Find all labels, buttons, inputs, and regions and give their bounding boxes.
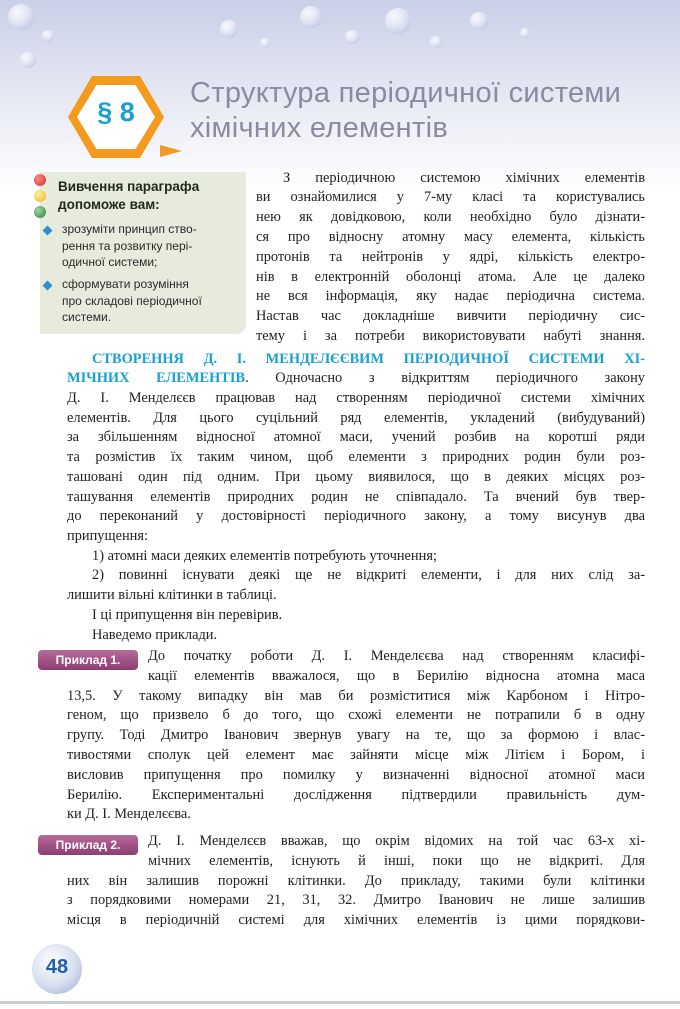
text-line: ташовані один під одним. При цьому виявилося, що в деяких місцях роз- [67, 469, 645, 485]
text-line: за збільшенням відносної атомної маси, учений розбив на коротші ряди [67, 429, 645, 445]
decorative-bubble [385, 8, 411, 34]
red-dot-icon [34, 174, 46, 186]
decorative-bubble [8, 4, 34, 30]
text-line: ташування елементів природних родин не співпадало. Та вчений був твер- [67, 489, 645, 505]
title-line: хімічних елементів [190, 112, 449, 144]
decorative-bubble [42, 30, 54, 42]
section-heading: МІЧНИХ ЕЛЕМЕНТІВ [67, 370, 246, 386]
text-line: Д. І. Менделєєв вважав, що окрім відомих на той час 63-х хі- [148, 833, 645, 849]
text-line: елементів. Для цього суцільний ряд елементів, укладений (вибудуваний) [67, 410, 645, 426]
section-heading-tail: . Одночасно з відкриттям періодичного закону [245, 370, 645, 386]
page-number: 48 [45, 956, 69, 978]
text-line: ви ознайомилися у 7-му класі та користувались [256, 189, 645, 205]
decorative-bubble [260, 38, 270, 48]
yellow-dot-icon [34, 190, 46, 202]
goals-heading-line: допоможе вам: [58, 197, 160, 212]
text-line: 13,5. У такому випадку він мав би розміститися між Карбоном і Нітро- [67, 688, 645, 704]
text-line: ся про відносну атомну масу елемента, кількість [256, 229, 645, 245]
list-item: лишити вільні клітинки в таблиці. [67, 587, 277, 603]
text-line: кації елементів вважалося, що в Берилію відносна атомна маса [148, 668, 645, 684]
section-heading: СТВОРЕННЯ Д. І. МЕНДЕЛЄЄВИМ ПЕРІОДИЧНОЇ СИСТЕМИ ХІ- [92, 351, 645, 367]
text-line: До початку роботи Д. І. Менделєєва над створенням класифі- [148, 648, 645, 664]
text-line: тему і за потреби використовувати набуті знання. [256, 328, 645, 344]
text-line: не вся інформація, яку надає періодична система. [256, 288, 645, 304]
decorative-bubble [470, 12, 488, 30]
bottom-rule [0, 1001, 680, 1004]
text-line: нею як довідковою, коли необхідно було дізнати- [256, 209, 645, 225]
text-line: Настав час докладніше вивчити періодичну сис- [256, 308, 645, 324]
badge-arrow [160, 145, 182, 157]
goals-heading [58, 178, 244, 214]
section-badge [68, 76, 183, 158]
page-title [190, 76, 660, 146]
text-line: припущення: [67, 528, 148, 544]
decorative-bubble [300, 6, 322, 28]
list-item: 1) атомні маси деяких елементів потребують уточнення; [92, 548, 437, 564]
text-line: протонів та нейтронів у ядрі, кількість електро- [256, 249, 645, 265]
text-line: них він залишив порожні клітинки. До прикладу, такими були клітинки [67, 873, 645, 889]
title-line: Структура періодичної системи [190, 77, 622, 109]
text-line: Берилію. Експериментальні дослідження підтвердили правильність дум- [67, 787, 645, 803]
text-line: мічних елементів, існують й інші, поки що не відкриті. Для [148, 853, 645, 869]
decorative-bubble [220, 20, 238, 38]
text-line: до переконаний у достовірності періодичного закону, а тому висунув два [67, 508, 645, 524]
decorative-bubble [520, 28, 530, 38]
text-line: Д. І. Менделєєв працював над створенням періодичної системи хімічних [67, 390, 645, 406]
text-line: І ці припущення він перевірив. [92, 607, 283, 623]
example-2-badge: Приклад 2. [38, 835, 138, 855]
text-line: та розмістив їх таким чином, щоб елементи з природних родин були роз- [67, 449, 645, 465]
text-line: місця в періодичній системі для хімічних елементів із цими порядкови- [67, 912, 645, 928]
goal-item: зрозуміти принцип ство- рення та розвитку пері- одичної системи; [62, 222, 197, 269]
goals-heading-line: Вивчення параграфа [58, 179, 200, 194]
text-line: нів в електронній оболонці атома. Але це далеко [256, 269, 645, 285]
text-line: ки Д. І. Менделєєва. [67, 806, 191, 822]
section-number: § 8 [97, 97, 135, 127]
example-1-badge: Приклад 1. [38, 650, 138, 670]
text-line: висловив припущення про помилку у визначенні відносної атомної маси [67, 767, 645, 783]
text-line: З періодичною системою хімічних елементів [283, 170, 645, 186]
text-line: тивостями сполук цей елемент має зайняти місце між Літієм і Бором, і [67, 747, 645, 763]
goal-item: сформувати розуміння про складові періодичної системи. [62, 277, 202, 324]
text-line: геном, що призвело б до того, що схожі елементи не потрапили б в одну [67, 707, 645, 723]
text-line: групу. Тоді Дмитро Іванович звернув увагу на те, що за формою і влас- [67, 727, 645, 743]
green-dot-icon [34, 206, 46, 218]
decorative-bubble [20, 52, 36, 68]
list-item: 2) повинні існувати деякі ще не відкриті елементи, і для них слід за- [92, 567, 645, 583]
decorative-bubble [345, 30, 359, 44]
decorative-bubble [430, 36, 442, 48]
section-heading-continued [67, 369, 645, 388]
text-line: Наведемо приклади. [92, 627, 218, 643]
text-line: з порядковими номерами 21, 31, 32. Дмитро Іванович не лише залишив [67, 892, 645, 908]
